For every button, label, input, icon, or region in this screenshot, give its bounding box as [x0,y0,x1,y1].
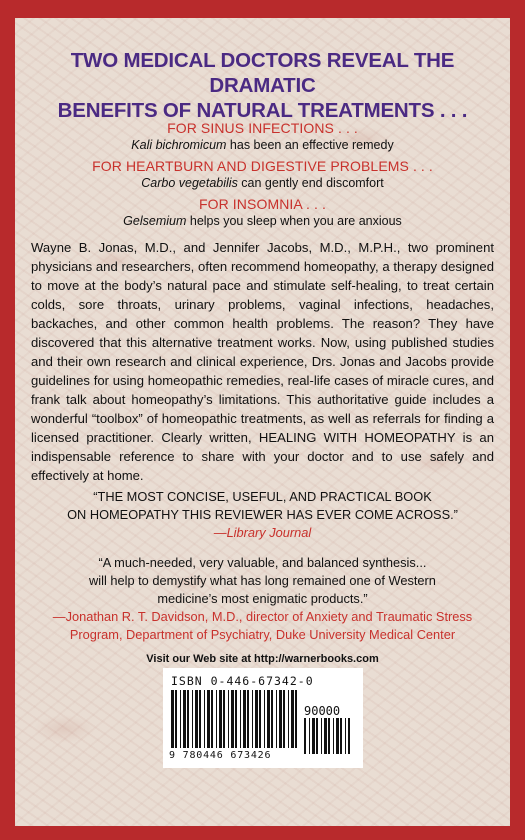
review-quote-davidson [15,554,510,644]
benefit-condition: FOR INSOMNIA . . . [198,196,327,212]
benefit-condition: FOR SINUS INFECTIONS . . . [167,120,358,136]
barcode-graphic [171,690,299,750]
cover-panel [15,18,510,826]
price-code: 90000 [304,704,341,718]
barcode-box [163,668,363,768]
benefit-description [15,175,510,191]
quote-source: —Library Journal [213,525,312,540]
benefit-heartburn [15,158,510,191]
quote-line: “A much-needed, very valuable, and balanced synthesis... [98,555,427,570]
remedy-effect: has been an effective remedy [226,138,394,152]
remedy-name: Gelsemium [123,214,187,228]
website-link[interactable]: Visit our Web site at http://warnerbooks.com [146,653,379,665]
remedy-name: Carbo vegetabilis [141,176,238,190]
headline-line-1: TWO MEDICAL DOCTORS REVEAL THE DRAMATIC [70,49,455,97]
quote-line: “THE MOST CONCISE, USEFUL, AND PRACTICAL BOOK [93,489,432,504]
price-barcode-graphic [304,718,350,758]
remedy-name: Kali bichromicum [131,138,227,152]
isbn-label: ISBN 0-446-67342-0 [171,674,314,688]
headline [15,48,510,123]
description-paragraph: Wayne B. Jonas, M.D., and Jennifer Jacobs, M.D., M.P.H., two prominent physicians and researchers, often recommend homeopathy, a therapy designed to move at the body’s natural pace and stimulate self-healing, to treat certain colds, sore throats, urinary problems, vaginal infections, headaches, backaches, and other common health problems. The reason? They have discovered that this alternative treatment works. Now, using published studies and their own research and clinical experience, Drs. Jonas and Jacobs provide guidelines for using homeopathic remedies, real-life cases of miracle cures, and frank talk about homeopathy’s limitations. This authoritative guide includes a wonderful “toolbox” of homeopathic treatments, as well as referrals for finding a licensed practitioner. Clearly written, HEALING WITH HOMEOPATHY is an indispensable reference to share with your doctor and to use safely and effectively at home. [31,240,494,483]
headline-line-2: BENEFITS OF NATURAL TREATMENTS . . . [57,99,468,122]
remedy-effect: can gently end discomfort [237,176,384,190]
benefit-insomnia [15,196,510,229]
benefit-description [15,137,510,153]
quote-source: Program, Department of Psychiatry, Duke University Medical Center [69,627,456,642]
quote-source: —Jonathan R. T. Davidson, M.D., director of Anxiety and Traumatic Stress [52,609,473,624]
remedy-effect: helps you sleep when you are anxious [186,214,402,228]
benefit-sinus [15,120,510,153]
quote-line: ON HOMEOPATHY THIS REVIEWER HAS EVER COME ACROSS.” [67,507,458,522]
quote-line: will help to demystify what has long remained one of Western [89,573,436,588]
benefit-condition: FOR HEARTBURN AND DIGESTIVE PROBLEMS . . . [92,158,433,174]
review-quote-library-journal [15,488,510,542]
benefit-description [15,213,510,229]
quote-line: medicine’s most enigmatic products.” [157,591,368,606]
ean-number: 9 780446 673426 [169,750,272,761]
